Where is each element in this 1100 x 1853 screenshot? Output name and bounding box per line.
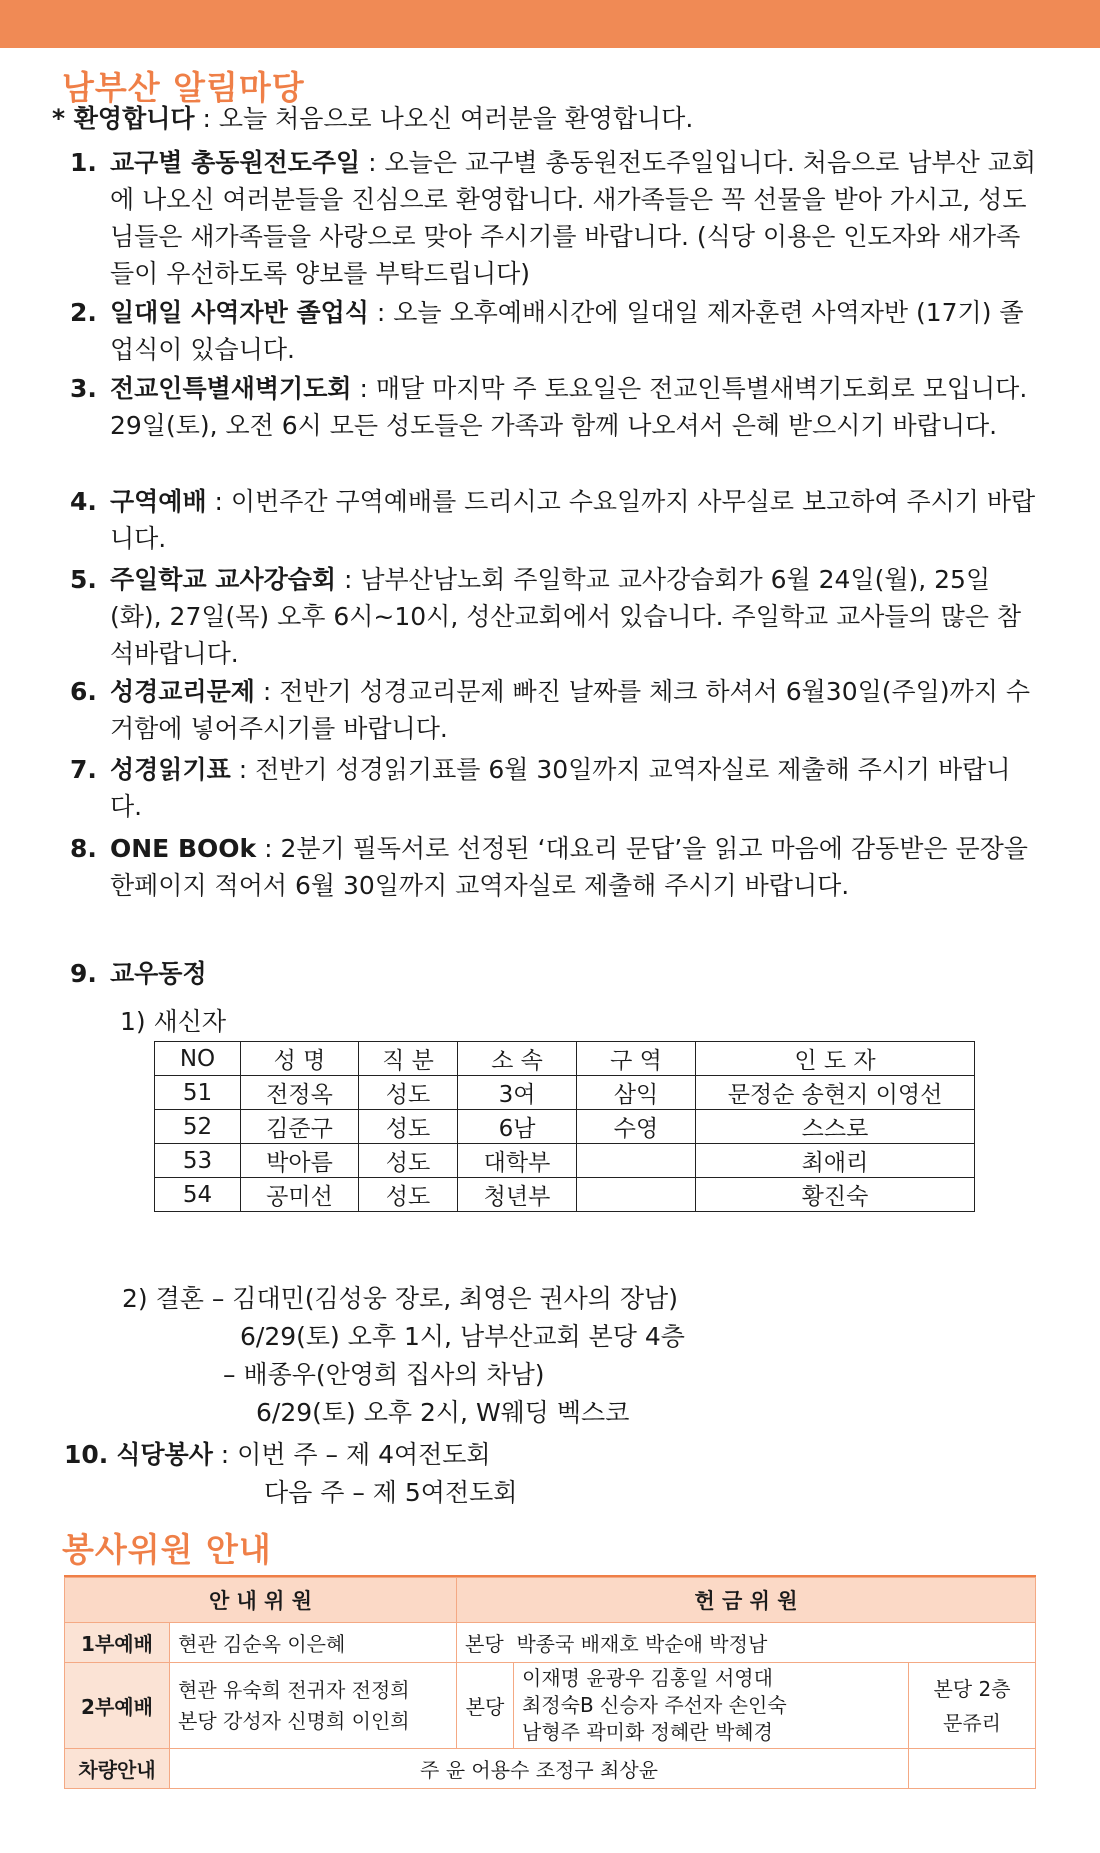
table-header-row xyxy=(65,1578,1036,1623)
item-number: 9. xyxy=(70,959,97,988)
service-label: 2부예배 xyxy=(65,1663,170,1749)
table-cell: 성도 xyxy=(359,1144,458,1178)
item-text: : 전반기 성경읽기표를 6월 30일까지 교역자실로 제출해 주시기 바랍니다. xyxy=(110,755,1011,821)
table-row xyxy=(65,1623,1036,1663)
table-cell xyxy=(577,1178,696,1212)
notice-item-4 xyxy=(70,483,1040,557)
item-text: : 전반기 성경교리문제 빠진 날짜를 체크 하셔서 6월30일(주일)까지 수거함에 넣어주시기를 바랍니다. xyxy=(110,677,1030,743)
table-cell: 청년부 xyxy=(458,1178,577,1212)
notice-item-2 xyxy=(70,294,1040,368)
table-cell: 전정옥 xyxy=(241,1076,359,1110)
welcome-text: : 오늘 처음으로 나오신 여러분을 환영합니다. xyxy=(194,104,694,133)
item-text: : 2분기 필독서로 선정된 ‘대요리 문답’을 읽고 마음에 감동받은 문장을 한페이지 적어서 6월 30일까지 교역자실로 제출해 주시기 바랍니다. xyxy=(110,834,1028,900)
item-head: 성경교리문제 xyxy=(110,677,255,706)
item-text: : 오늘은 교구별 총동원전도주일입니다. 처음으로 남부산 교회에 나오신 여러분들을 진심으로 환영합니다. 새가족들은 꼭 선물을 받아 가시고, 성도님들은 새가족들을 사랑으로 맞아 주시기를 바랍니다. (식당 이용은 인도자와 새가족들이 우선하도록 양보를 부탁드립니다) xyxy=(110,148,1036,288)
item-text: : 남부산남노회 주일학교 교사강습회가 6월 24일(월), 25일(화), 27일(목) 오후 6시~10시, 성산교회에서 있습니다. 주일학교 교사들의 많은 참석바랍니다. xyxy=(110,565,1022,668)
table-cell: 성도 xyxy=(359,1076,458,1110)
table-row xyxy=(65,1663,1036,1749)
table-cell: 수영 xyxy=(577,1110,696,1144)
table-cell: 최애리 xyxy=(696,1144,975,1178)
car-cell: 주 윤 어용수 조정구 최상윤 xyxy=(170,1749,909,1789)
column-header: 구 역 xyxy=(577,1042,696,1076)
item-head: 구역예배 xyxy=(110,487,207,516)
table-cell: 삼익 xyxy=(577,1076,696,1110)
offer-line: 이재명 윤광우 김홍일 서영대 xyxy=(522,1666,773,1690)
item-head: 일대일 사역자반 졸업식 xyxy=(110,298,369,327)
table-header-row xyxy=(155,1042,975,1076)
item-head: 교우동정 xyxy=(110,959,207,988)
item-head: 교구별 총동원전도주일 xyxy=(110,148,361,177)
offer-line: 남형주 곽미화 정혜란 박혜경 xyxy=(522,1720,773,1744)
offer-names: 박종국 배재호 박순애 박정남 xyxy=(516,1632,768,1656)
guide-cell: 현관 김순옥 이은혜 xyxy=(170,1623,457,1663)
table-row xyxy=(155,1178,975,1212)
table-cell: 54 xyxy=(155,1178,241,1212)
table-cell: 51 xyxy=(155,1076,241,1110)
offer-place: 본당 xyxy=(465,1632,504,1656)
table-row xyxy=(155,1110,975,1144)
volunteers-title: 봉사위원 안내 xyxy=(62,1530,272,1569)
offer-place: 본당 xyxy=(457,1663,514,1749)
service-label: 차량안내 xyxy=(65,1749,170,1789)
extra-line: 문쥬리 xyxy=(943,1710,1001,1735)
item-head: 식당봉사 xyxy=(116,1440,213,1469)
item-number: 1. xyxy=(70,148,97,177)
notice-item-7 xyxy=(70,751,1040,825)
item-text: : 매달 마지막 주 토요일은 전교인특별새벽기도회로 모입니다. 29일(토), 오전 6시 모든 성도들은 가족과 함께 나오셔서 은혜 받으시기 바랍니다. xyxy=(110,374,1028,440)
item-number: 10. xyxy=(64,1440,109,1469)
guide-cell xyxy=(170,1663,457,1749)
table-cell: 성도 xyxy=(359,1178,458,1212)
offering-cell xyxy=(514,1663,909,1749)
wedding-line-2: 6/29(토) 오후 1시, 남부산교회 본당 4층 xyxy=(240,1322,685,1351)
column-header: NO xyxy=(155,1042,241,1076)
new-members-table xyxy=(154,1041,975,1212)
table-cell xyxy=(577,1144,696,1178)
top-color-band xyxy=(0,0,1100,48)
guide-line: 본당 강성자 신명희 이인희 xyxy=(178,1708,410,1733)
guide-line: 현관 유숙희 전귀자 전정희 xyxy=(178,1677,410,1702)
item-number: 2. xyxy=(70,298,97,327)
notice-item-1 xyxy=(70,144,1040,292)
extra-cell xyxy=(909,1663,1036,1749)
notice-item-6 xyxy=(70,673,1040,747)
table-cell: 53 xyxy=(155,1144,241,1178)
service-label: 1부예배 xyxy=(65,1623,170,1663)
table-cell: 박아름 xyxy=(241,1144,359,1178)
welcome-head: * 환영합니다 xyxy=(52,104,195,133)
column-header: 소 속 xyxy=(458,1042,577,1076)
item-text: : 이번주간 구역예배를 드리시고 수요일까지 사무실로 보고하여 주시기 바랍니다. xyxy=(110,487,1036,553)
table-cell: 김준구 xyxy=(241,1110,359,1144)
notice-item-3 xyxy=(70,370,1040,444)
table-cell: 문정순 송현지 이영선 xyxy=(696,1076,975,1110)
notice-item-9 xyxy=(70,955,1040,992)
wedding-line-1: 2) 결혼 – 김대민(김성웅 장로, 최영은 권사의 장남) xyxy=(122,1284,678,1313)
item-text: : 이번 주 – 제 4여전도회 xyxy=(212,1440,491,1469)
item-number: 5. xyxy=(70,565,97,594)
notice-item-5 xyxy=(70,561,1040,672)
table-row xyxy=(65,1749,1036,1789)
table-cell: 52 xyxy=(155,1110,241,1144)
welcome-line xyxy=(52,100,1052,138)
guide-header: 안 내 위 원 xyxy=(65,1578,457,1623)
table-cell: 대학부 xyxy=(458,1144,577,1178)
extra-line: 본당 2층 xyxy=(933,1676,1011,1701)
column-header: 성 명 xyxy=(241,1042,359,1076)
item-number: 4. xyxy=(70,487,97,516)
table-row xyxy=(155,1076,975,1110)
table-cell: 6남 xyxy=(458,1110,577,1144)
wedding-line-3: – 배종우(안영희 집사의 차남) xyxy=(223,1360,545,1389)
wedding-line-4: 6/29(토) 오후 2시, W웨딩 벡스코 xyxy=(256,1398,630,1427)
column-header: 직 분 xyxy=(359,1042,458,1076)
item-head: 전교인특별새벽기도회 xyxy=(110,374,352,403)
table-cell: 공미선 xyxy=(241,1178,359,1212)
notice-item-8 xyxy=(70,830,1040,904)
notice-item-10 xyxy=(64,1436,491,1473)
notice-title: 남부산 알림마당 xyxy=(62,68,305,107)
offer-line: 최정숙B 신승자 주선자 손인숙 xyxy=(522,1693,787,1717)
item-10-line-2: 다음 주 – 제 5여전도회 xyxy=(264,1478,518,1507)
item-head: 주일학교 교사강습회 xyxy=(110,565,337,594)
table-cell: 성도 xyxy=(359,1110,458,1144)
empty-cell xyxy=(909,1749,1036,1789)
item-number: 6. xyxy=(70,677,97,706)
offering-cell xyxy=(457,1623,1036,1663)
table-cell: 3여 xyxy=(458,1076,577,1110)
table-row xyxy=(155,1144,975,1178)
item-text: : 오늘 오후예배시간에 일대일 제자훈련 사역자반 (17기) 졸업식이 있습니다. xyxy=(110,298,1024,364)
item-head: 성경읽기표 xyxy=(110,755,231,784)
item-number: 8. xyxy=(70,834,97,863)
item-number: 3. xyxy=(70,374,97,403)
column-header: 인 도 자 xyxy=(696,1042,975,1076)
new-members-label: 1) 새신자 xyxy=(120,1007,227,1036)
table-cell: 황진숙 xyxy=(696,1178,975,1212)
table-cell: 스스로 xyxy=(696,1110,975,1144)
item-number: 7. xyxy=(70,755,97,784)
offering-header: 헌 금 위 원 xyxy=(457,1578,1036,1623)
item-head: ONE BOOk xyxy=(110,834,257,863)
volunteers-table xyxy=(64,1577,1036,1789)
